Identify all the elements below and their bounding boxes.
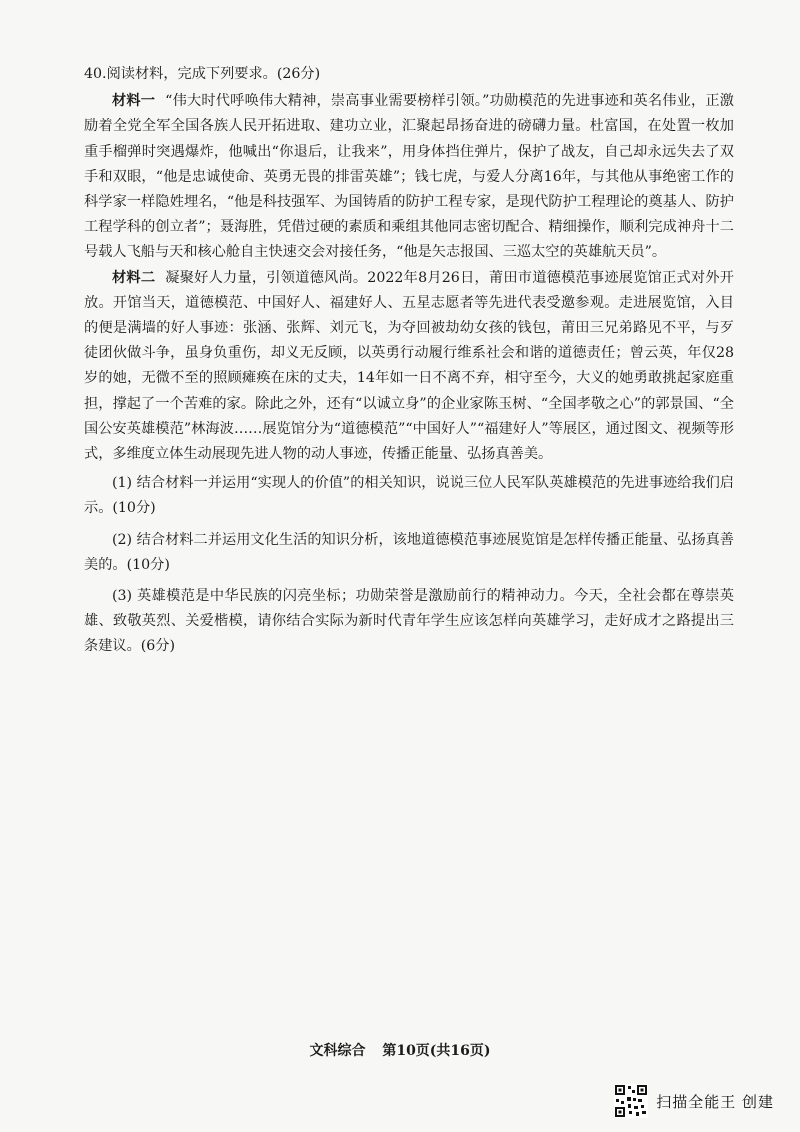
question-header: 40.阅读材料，完成下列要求。(26分) [84, 66, 321, 82]
footer-subject: 文科综合 [309, 1043, 366, 1059]
material-1-label: 材料一 [112, 93, 156, 110]
material-2-label: 材料二 [112, 269, 156, 286]
material-1-text: “伟大时代呼唤伟大精神，崇高事业需要榜样引领。”功勋模范的先进事迹和英名伟业，正激励着全党全军全国各族人民开拓进取、建功立业，汇聚起昂扬奋进的磅礴力量。杜富国，在处置一枚加重手榴弹时突遇爆炸，他喊出“你退后，让我来”，用身体挡住弹片，保护了战友，自己却永远失去了双手和双眼，“他是忠诚使命、英勇无畏的排雷英雄”；钱七虎，与爱人分离16年，与其他从事绝密工作的科学家一样隐姓埋名，“他是科技强军、为国铸盾的防护工程专家，是现代防护工程理论的奠基人、防护工程学科的创立者”；聂海胜，凭借过硬的素质和乘组其他同志密切配合、精细操作，顺利完成神舟十二号载人飞船与天和核心舱自主快速交会对接任务，“他是矢志报国、三巡太空的英雄航天员”。 [84, 93, 734, 261]
material-2 [84, 266, 734, 468]
scanner-badge [614, 1084, 774, 1118]
question-40 [84, 62, 734, 660]
material-2-text: 凝聚好人力量，引领道德风尚。2022年8月26日，莆田市道德模范事迹展览馆正式对外开放。开馆当天，道德模范、中国好人、福建好人、五星志愿者等先进代表受邀参观。走进展览馆，入目的便是满墙的好人事迹：张涵、张辉、刘元飞，为夺回被劫幼女孩的钱包，莆田三兄弟路见不平，与歹徒团伙做斗争，虽身负重伤，却义无反顾，以英勇行动履行维系社会和谐的道德责任；曾云英，年仅28岁的她，无微不至的照顾瘫痪在床的丈夫，14年如一日不离不弃，相守至今，大义的她勇敢挑起家庭重担，撑起了一个苦难的家。除此之外，还有“以诚立身”的企业家陈玉树、“全国孝敬之心”的郭景国、“全国公安英雄模范”林海波……展览馆分为“道德模范”“中国好人”“福建好人”等展区，通过图文、视频等形式，多维度立体生动展现先进人物的动人事迹，传播正能量、弘扬真善美。 [84, 269, 734, 463]
scanner-badge-text: 扫描全能王 创建 [656, 1092, 774, 1111]
sub-question-2: (2) 结合材料二并运用文化生活的知识分析，该地道德模范事迹展览馆是怎样传播正能量、弘扬真善美的。(10分) [84, 531, 734, 573]
sub-question-3: (3) 英雄模范是中华民族的闪亮坐标；功勋荣誉是激励前行的精神动力。今天，全社会都在尊崇英雄、致敬英烈、关爱楷模，请你结合实际为新时代青年学生应该怎样向英雄学习，走好成才之路提出三条建议。(6分) [84, 588, 734, 655]
qr-code-icon [614, 1084, 648, 1118]
footer-page-number: 第10页(共16页) [382, 1043, 491, 1059]
sub-question-1: (1) 结合材料一并运用“实现人的价值”的相关知识，说说三位人民军队英雄模范的先进事迹给我们启示。(10分) [84, 475, 734, 517]
material-1 [84, 89, 734, 265]
page-footer [0, 1040, 800, 1060]
